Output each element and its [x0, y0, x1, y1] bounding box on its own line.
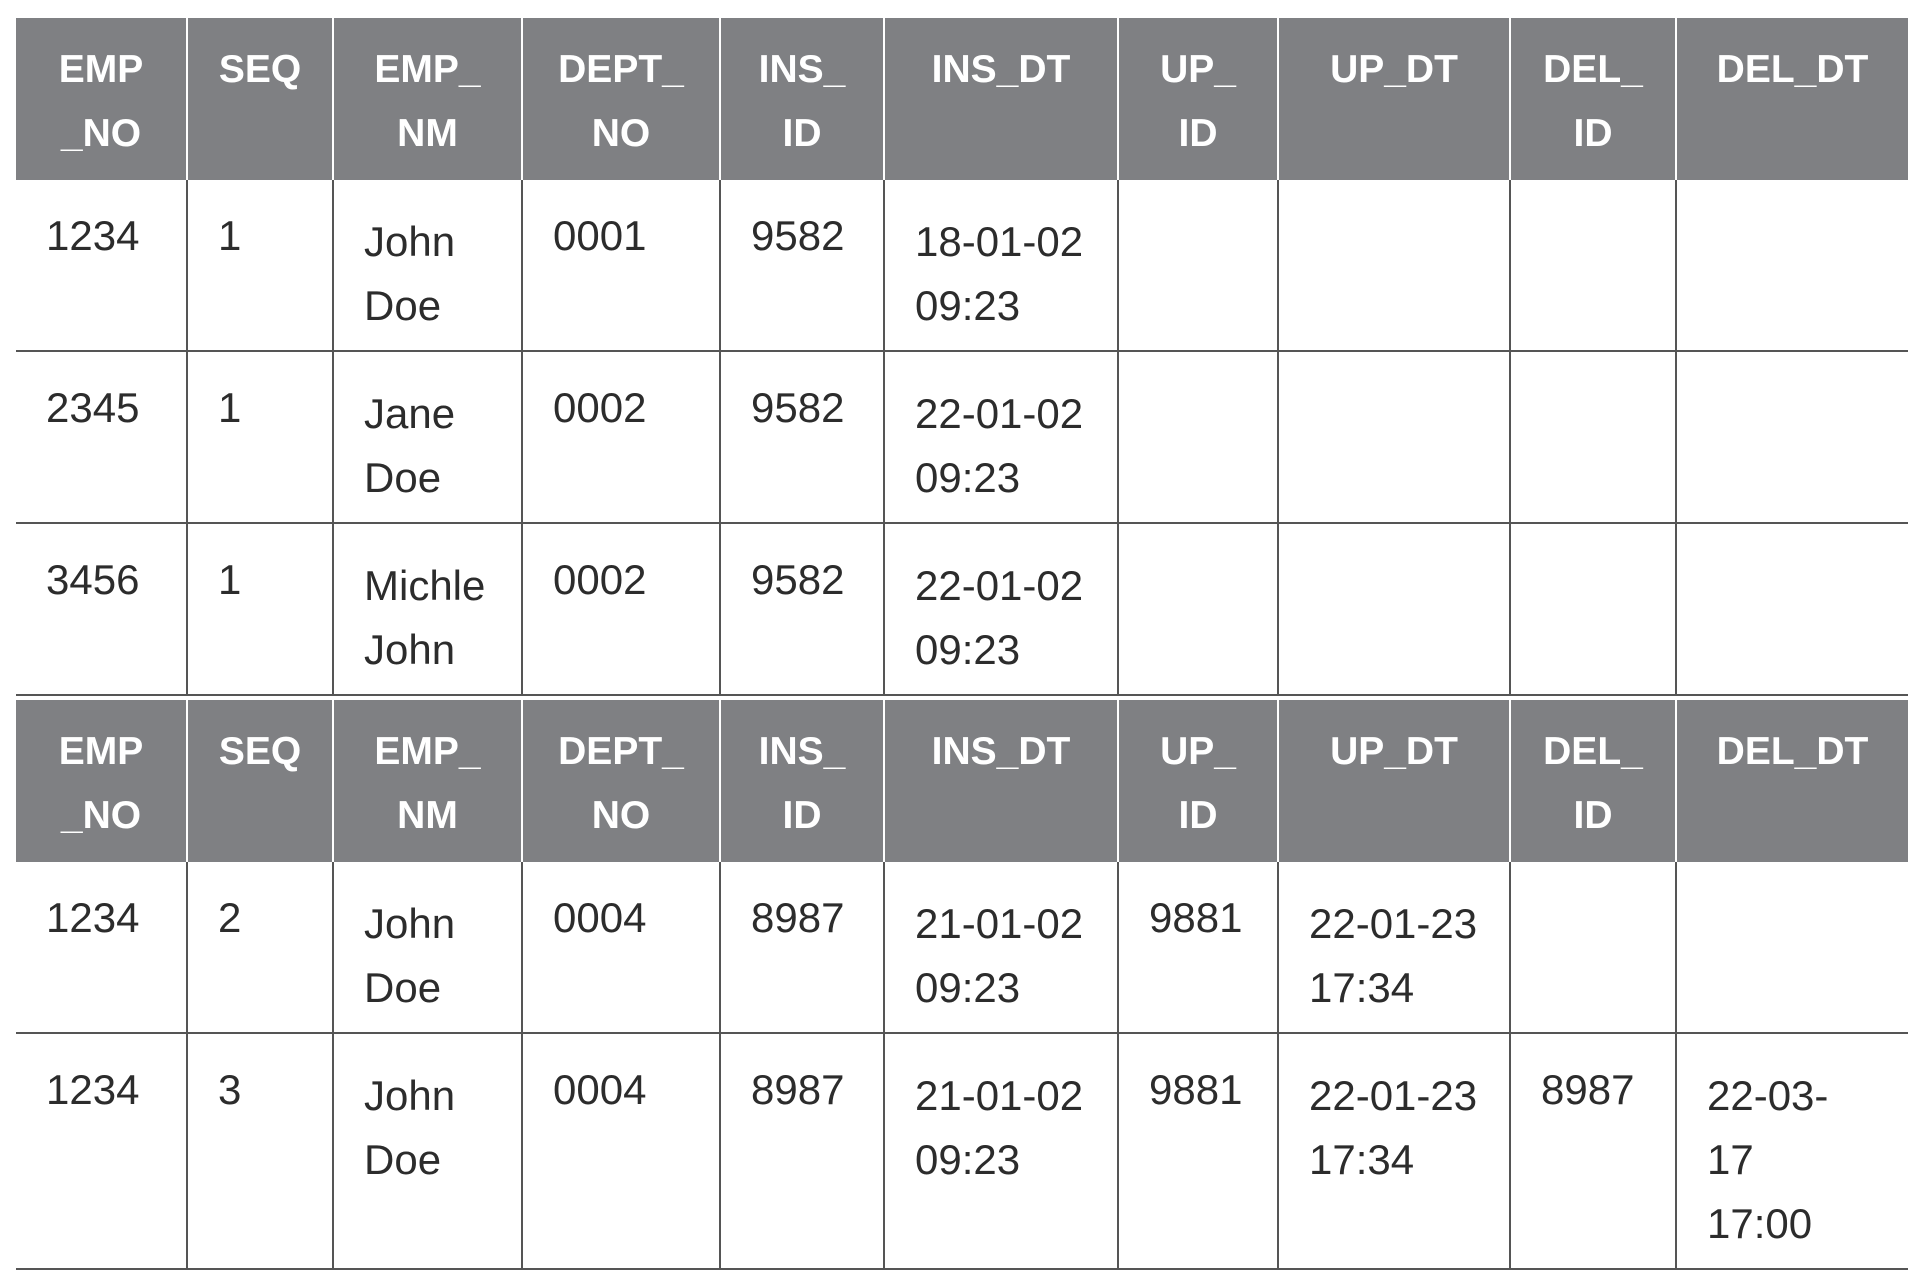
- header-up-id: UP_ ID: [1118, 18, 1278, 180]
- cell-ins-id: 8987: [720, 862, 884, 1033]
- header-emp-no: EMP _NO: [16, 18, 187, 180]
- table-row: [16, 351, 1908, 523]
- cell-seq: 1: [187, 523, 333, 695]
- cell-seq: 1: [187, 351, 333, 523]
- cell-dept-no: 0004: [522, 1033, 720, 1269]
- cell-up-dt: [1278, 523, 1510, 695]
- cell-del-dt: [1676, 523, 1908, 695]
- cell-up-id: 9881: [1118, 862, 1278, 1033]
- header-seq: SEQ: [187, 18, 333, 180]
- header-ins-dt: INS_DT: [884, 18, 1118, 180]
- cell-del-dt: [1676, 862, 1908, 1033]
- cell-emp-nm: John Doe: [333, 1033, 522, 1269]
- cell-del-dt: [1676, 351, 1908, 523]
- header-emp-nm: EMP_ NM: [333, 18, 522, 180]
- employee-table-current: [16, 18, 1908, 696]
- header-row: [16, 18, 1908, 180]
- cell-up-dt: 22-01-23 17:34: [1278, 862, 1510, 1033]
- table-row: [16, 862, 1908, 1033]
- cell-seq: 2: [187, 862, 333, 1033]
- cell-seq: 3: [187, 1033, 333, 1269]
- cell-seq: 1: [187, 180, 333, 351]
- employee-table-history: [16, 700, 1908, 1270]
- cell-ins-dt: 22-01-02 09:23: [884, 351, 1118, 523]
- cell-ins-id: 9582: [720, 180, 884, 351]
- cell-dept-no: 0002: [522, 351, 720, 523]
- header-row: [16, 700, 1908, 862]
- table-row: [16, 1033, 1908, 1269]
- cell-emp-nm: Michle John: [333, 523, 522, 695]
- cell-del-id: [1510, 523, 1676, 695]
- cell-emp-no: 2345: [16, 351, 187, 523]
- cell-del-dt: 22-03- 17 17:00: [1676, 1033, 1908, 1269]
- cell-emp-no: 3456: [16, 523, 187, 695]
- header-dept-no: DEPT_ NO: [522, 700, 720, 862]
- header-up-id: UP_ ID: [1118, 700, 1278, 862]
- cell-emp-nm: John Doe: [333, 862, 522, 1033]
- cell-ins-dt: 18-01-02 09:23: [884, 180, 1118, 351]
- header-emp-no: EMP _NO: [16, 700, 187, 862]
- cell-dept-no: 0004: [522, 862, 720, 1033]
- header-del-id: DEL_ ID: [1510, 700, 1676, 862]
- cell-del-dt: [1676, 180, 1908, 351]
- table-row: [16, 180, 1908, 351]
- cell-up-dt: 22-01-23 17:34: [1278, 1033, 1510, 1269]
- cell-up-dt: [1278, 180, 1510, 351]
- cell-up-id: [1118, 523, 1278, 695]
- cell-up-id: [1118, 180, 1278, 351]
- cell-emp-nm: Jane Doe: [333, 351, 522, 523]
- header-del-id: DEL_ ID: [1510, 18, 1676, 180]
- cell-up-id: 9881: [1118, 1033, 1278, 1269]
- cell-ins-id: 9582: [720, 351, 884, 523]
- cell-emp-no: 1234: [16, 180, 187, 351]
- cell-dept-no: 0001: [522, 180, 720, 351]
- cell-emp-no: 1234: [16, 862, 187, 1033]
- cell-ins-dt: 21-01-02 09:23: [884, 862, 1118, 1033]
- header-ins-id: INS_ ID: [720, 18, 884, 180]
- cell-del-id: [1510, 351, 1676, 523]
- cell-ins-id: 9582: [720, 523, 884, 695]
- cell-del-id: [1510, 862, 1676, 1033]
- header-dept-no: DEPT_ NO: [522, 18, 720, 180]
- cell-ins-id: 8987: [720, 1033, 884, 1269]
- header-del-dt: DEL_DT: [1676, 18, 1908, 180]
- header-ins-id: INS_ ID: [720, 700, 884, 862]
- table-row: [16, 523, 1908, 695]
- cell-up-id: [1118, 351, 1278, 523]
- header-emp-nm: EMP_ NM: [333, 700, 522, 862]
- cell-emp-no: 1234: [16, 1033, 187, 1269]
- cell-del-id: 8987: [1510, 1033, 1676, 1269]
- cell-dept-no: 0002: [522, 523, 720, 695]
- header-up-dt: UP_DT: [1278, 700, 1510, 862]
- header-ins-dt: INS_DT: [884, 700, 1118, 862]
- cell-up-dt: [1278, 351, 1510, 523]
- header-seq: SEQ: [187, 700, 333, 862]
- header-del-dt: DEL_DT: [1676, 700, 1908, 862]
- header-up-dt: UP_DT: [1278, 18, 1510, 180]
- cell-ins-dt: 21-01-02 09:23: [884, 1033, 1118, 1269]
- cell-del-id: [1510, 180, 1676, 351]
- cell-emp-nm: John Doe: [333, 180, 522, 351]
- cell-ins-dt: 22-01-02 09:23: [884, 523, 1118, 695]
